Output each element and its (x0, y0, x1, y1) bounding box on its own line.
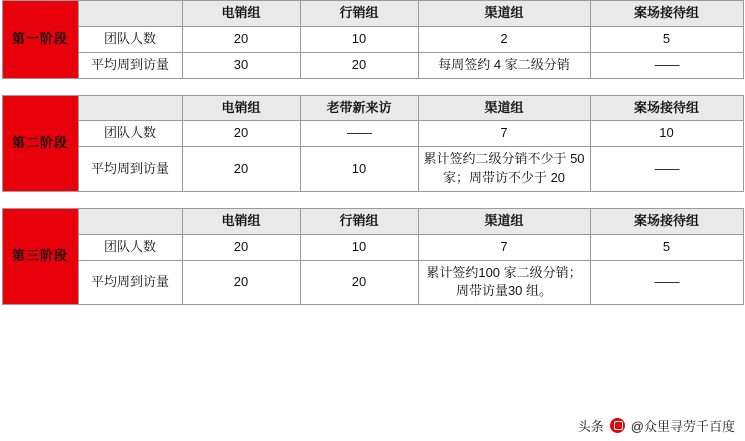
cell-value: 累计签约100 家二级分销；周带访量30 组。 (418, 260, 590, 305)
header-xingxiao: 行销组 (300, 1, 418, 27)
header-dianxiao: 电销组 (182, 95, 300, 121)
header-qudao: 渠道组 (418, 95, 590, 121)
watermark-account: @众里寻劳千百度 (630, 419, 735, 434)
table-row (2, 208, 743, 234)
cell-value: 10 (300, 26, 418, 52)
table-row (2, 234, 743, 260)
table-row (2, 95, 743, 121)
cell-value: 5 (590, 234, 743, 260)
stage-label-2: 第二阶段 (2, 95, 78, 191)
table-row (2, 26, 743, 52)
row-label-weekly-visits: 平均周到访量 (78, 260, 182, 305)
header-xingxiao: 行销组 (300, 208, 418, 234)
row-label-weekly-visits: 平均周到访量 (78, 52, 182, 78)
cell-value: —— (590, 52, 743, 78)
cell-value: 30 (182, 52, 300, 78)
cell-value: 累计签约二级分销不少于 50 家；周带访不少于 20 (418, 147, 590, 192)
table-row (2, 260, 743, 305)
cell-value: 7 (418, 234, 590, 260)
header-anchang: 案场接待组 (590, 208, 743, 234)
header-qudao: 渠道组 (418, 1, 590, 27)
header-blank (78, 1, 182, 27)
cell-value: 20 (182, 26, 300, 52)
header-qudao: 渠道组 (418, 208, 590, 234)
cell-value: 10 (590, 121, 743, 147)
cell-value: —— (590, 260, 743, 305)
watermark (578, 416, 735, 435)
stage-label-1: 第一阶段 (2, 1, 78, 79)
table-row (2, 1, 743, 27)
header-dianxiao: 电销组 (182, 208, 300, 234)
cell-value: 7 (418, 121, 590, 147)
row-label-team-size: 团队人数 (78, 26, 182, 52)
cell-value: 20 (300, 260, 418, 305)
stage-label-3: 第三阶段 (2, 208, 78, 304)
header-dianxiao: 电销组 (182, 1, 300, 27)
toutiao-logo-icon (610, 418, 625, 433)
cell-value: 10 (300, 147, 418, 192)
cell-value: 2 (418, 26, 590, 52)
cell-value: 20 (300, 52, 418, 78)
stage-table-1 (2, 0, 744, 79)
cell-value: 每周签约 4 家二级分销 (418, 52, 590, 78)
row-label-team-size: 团队人数 (78, 121, 182, 147)
row-label-weekly-visits: 平均周到访量 (78, 147, 182, 192)
cell-value: —— (300, 121, 418, 147)
header-blank (78, 95, 182, 121)
spacer (0, 192, 745, 208)
table-row (2, 147, 743, 192)
cell-value: 20 (182, 260, 300, 305)
stage-table-3 (2, 208, 744, 305)
cell-value: —— (590, 147, 743, 192)
header-anchang: 案场接待组 (590, 1, 743, 27)
table-row (2, 121, 743, 147)
row-label-team-size: 团队人数 (78, 234, 182, 260)
cell-value: 5 (590, 26, 743, 52)
header-blank (78, 208, 182, 234)
cell-value: 20 (182, 234, 300, 260)
cell-value: 20 (182, 147, 300, 192)
cell-value: 20 (182, 121, 300, 147)
header-anchang: 案场接待组 (590, 95, 743, 121)
table-row (2, 52, 743, 78)
watermark-platform: 头条 (577, 419, 604, 434)
stage-table-2 (2, 95, 744, 192)
spacer (0, 79, 745, 95)
header-laodaixin: 老带新来访 (300, 95, 418, 121)
cell-value: 10 (300, 234, 418, 260)
